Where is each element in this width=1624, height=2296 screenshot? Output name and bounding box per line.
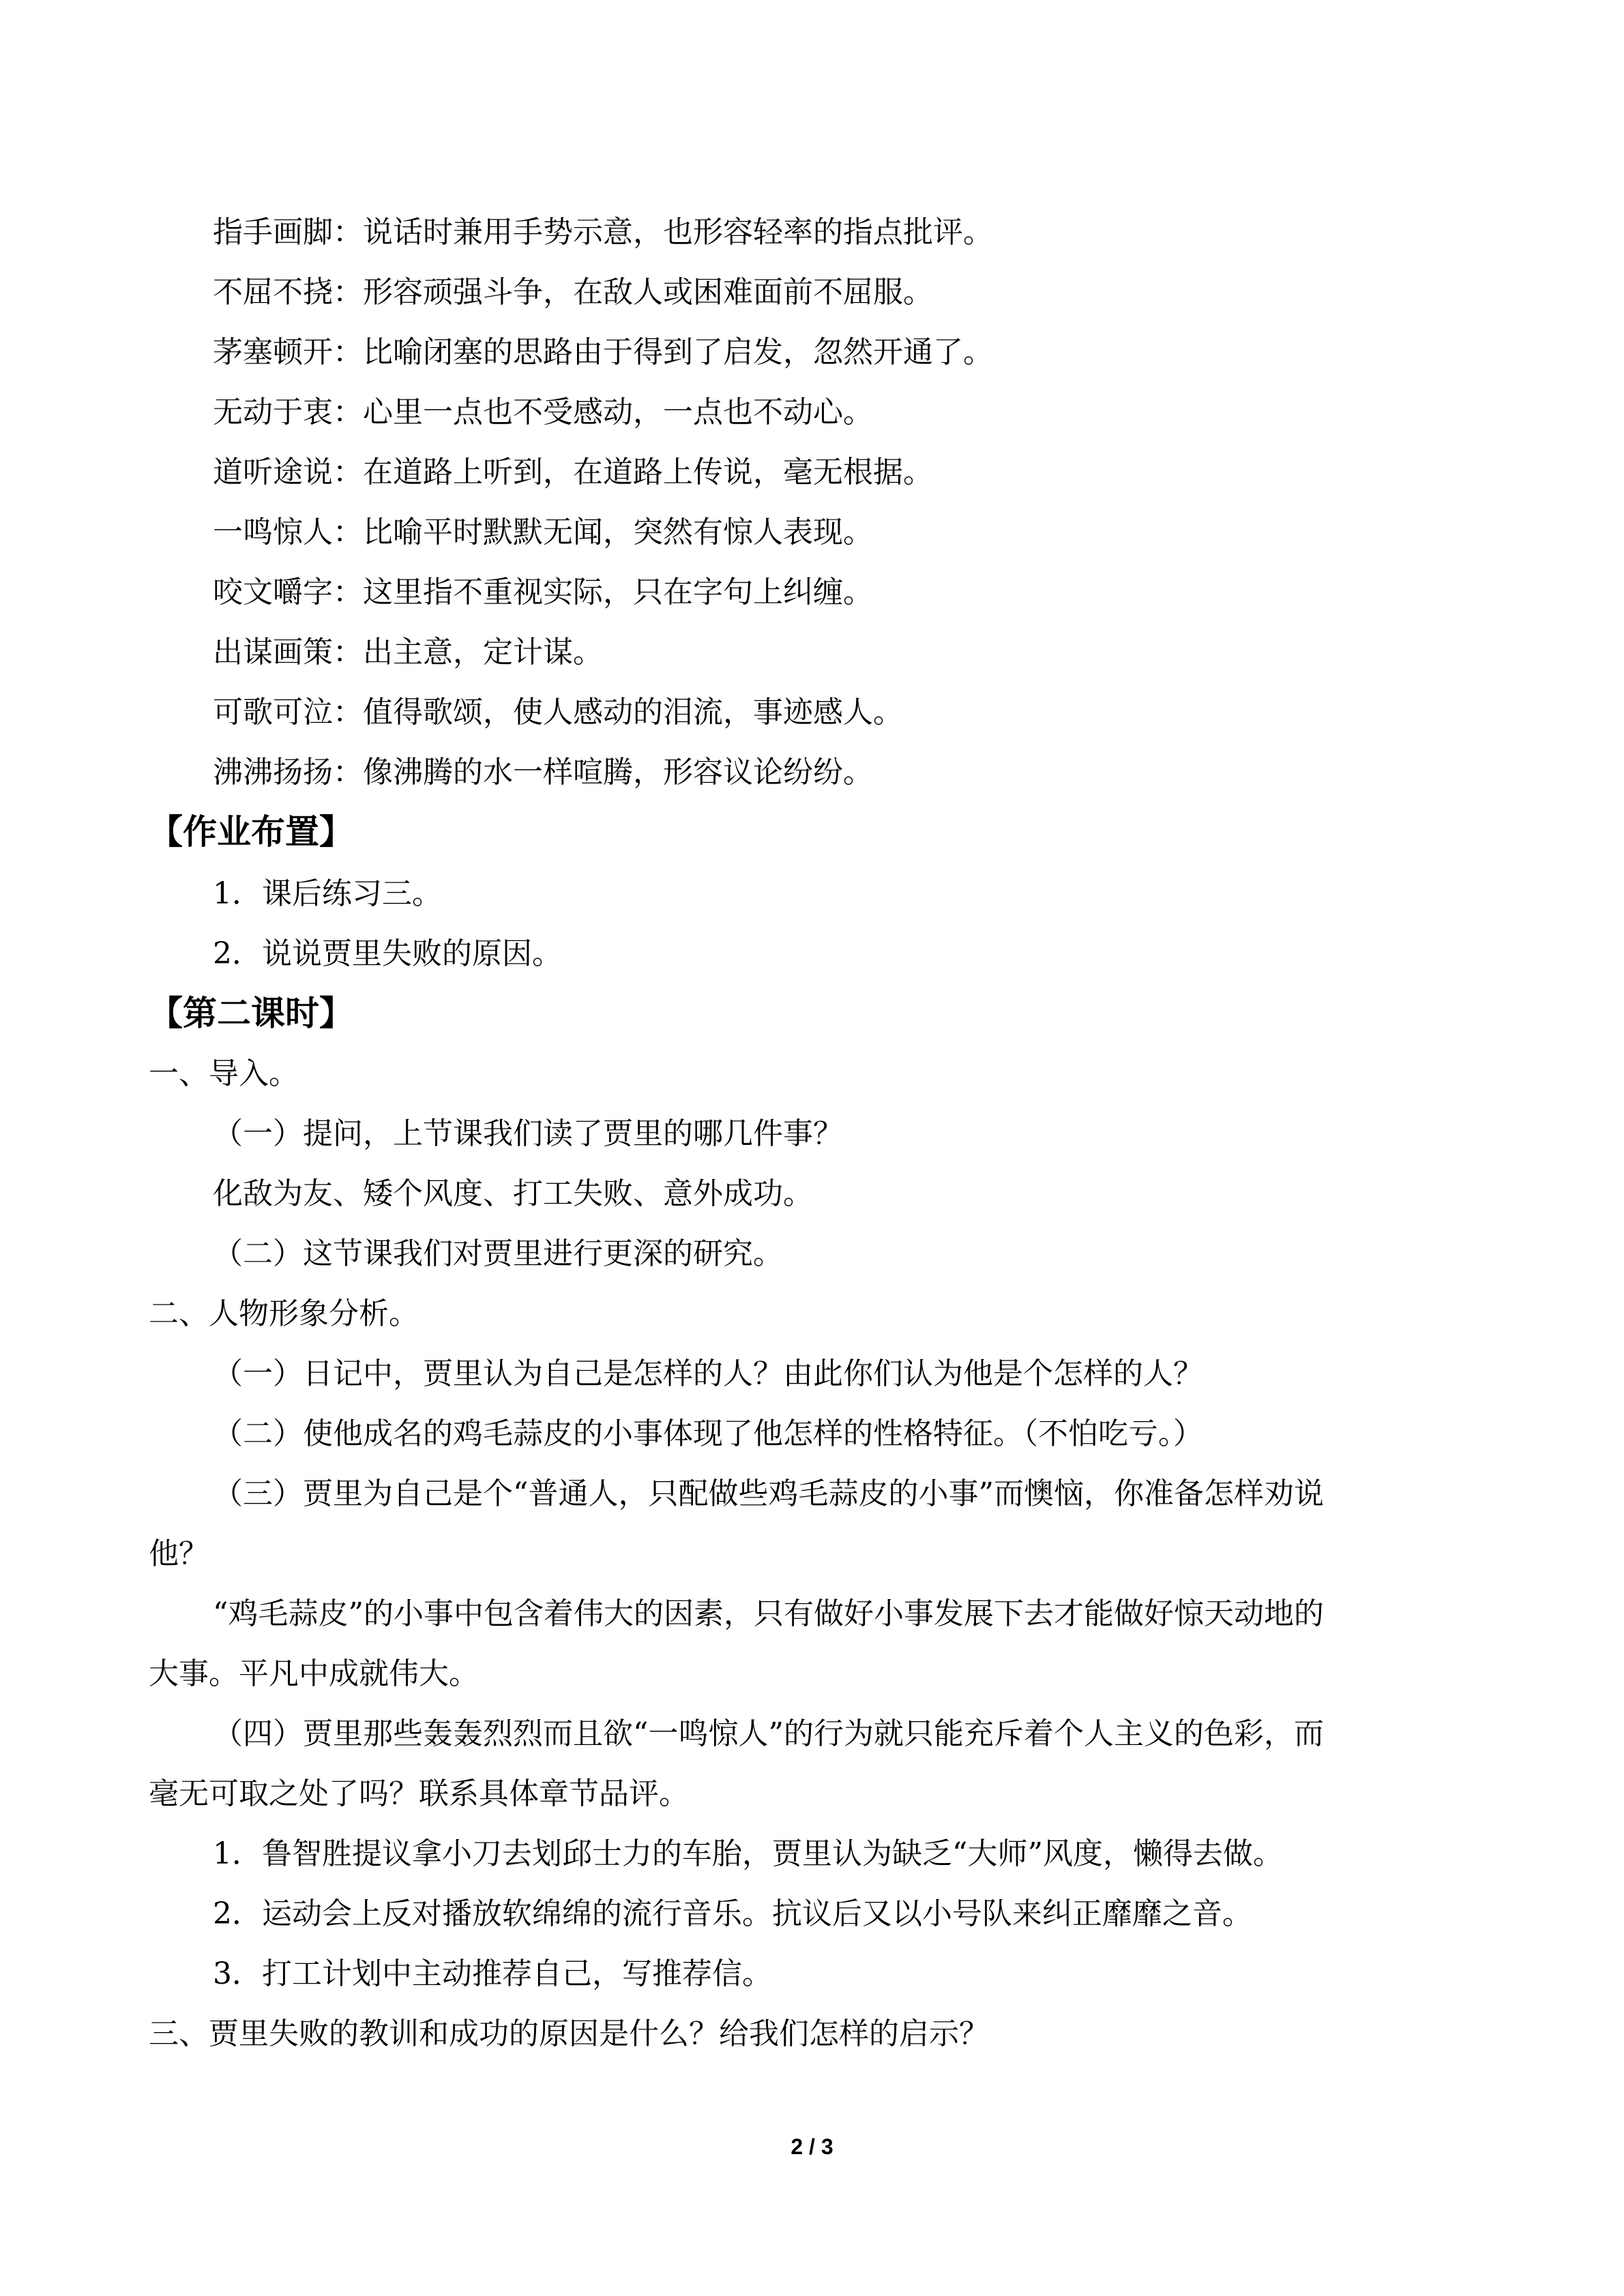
point-item: 3．打工计划中主动推荐自己，写推荐信。 (213, 1956, 772, 1991)
section-title-lessons: 三、贾里失败的教训和成功的原因是什么？给我们怎样的启示？ (149, 2016, 989, 2051)
answer: 化敌为友、矮个风度、打工失败、意外成功。 (213, 1176, 813, 1211)
point-item: 1．鲁智胜提议拿小刀去划邱士力的车胎，贾里认为缺乏“大师”风度，懒得去做。 (213, 1836, 1283, 1871)
answer-continuation: 大事。平凡中成就伟大。 (149, 1656, 479, 1691)
idiom-definition: 不屈不挠：形容顽强斗争，在敌人或困难面前不屈服。 (213, 275, 933, 310)
lesson2-heading: 【第二课时】 (149, 994, 353, 1033)
question: （二）这节课我们对贾里进行更深的研究。 (213, 1236, 783, 1271)
section-title-intro: 一、导入。 (149, 1056, 299, 1091)
idiom-definition: 指手画脚：说话时兼用手势示意，也形容轻率的指点批评。 (213, 215, 993, 250)
answer: “鸡毛蒜皮”的小事中包含着伟大的因素，只有做好小事发展下去才能做好惊天动地的 (213, 1596, 1324, 1631)
idiom-definition: 可歌可泣：值得歌颂，使人感动的泪流，事迹感人。 (213, 695, 903, 730)
question: （四）贾里那些轰轰烈烈而且欲“一鸣惊人”的行为就只能充斥着个人主义的色彩，而 (213, 1716, 1324, 1751)
homework-item: 1．课后练习三。 (213, 876, 442, 911)
question-continuation: 他？ (149, 1536, 209, 1571)
homework-item: 2．说说贾里失败的原因。 (213, 936, 562, 971)
page-number: 2 / 3 (791, 2134, 833, 2159)
idiom-definition: 无动于衷：心里一点也不受感动，一点也不动心。 (213, 395, 873, 430)
point-item: 2．运动会上反对播放软绵绵的流行音乐。抗议后又以小号队来纠正靡靡之音。 (213, 1896, 1252, 1931)
idiom-definition: 沸沸扬扬：像沸腾的水一样喧腾，形容议论纷纷。 (213, 755, 873, 790)
question: （三）贾里为自己是个“普通人，只配做些鸡毛蒜皮的小事”而懊恼，你准备怎样劝说 (213, 1476, 1324, 1511)
idiom-definition: 一鸣惊人：比喻平时默默无闻，突然有惊人表现。 (213, 515, 873, 550)
homework-heading: 【作业布置】 (149, 812, 353, 852)
idiom-definition: 道听途说：在道路上听到，在道路上传说，毫无根据。 (213, 455, 933, 490)
idiom-definition: 出谋画策：出主意，定计谋。 (213, 635, 603, 670)
question: （二）使他成名的鸡毛蒜皮的小事体现了他怎样的性格特征。（不怕吃亏。） (213, 1416, 1203, 1451)
question: （一）日记中，贾里认为自己是怎样的人？由此你们认为他是个怎样的人？ (213, 1356, 1203, 1391)
idiom-definition: 茅塞顿开：比喻闭塞的思路由于得到了启发，忽然开通了。 (213, 335, 993, 370)
idiom-definition: 咬文嚼字：这里指不重视实际，只在字句上纠缠。 (213, 575, 873, 610)
section-title-character: 二、人物形象分析。 (149, 1296, 419, 1331)
question: （一）提问，上节课我们读了贾里的哪几件事？ (213, 1116, 843, 1151)
question-continuation: 毫无可取之处了吗？联系具体章节品评。 (149, 1776, 689, 1811)
